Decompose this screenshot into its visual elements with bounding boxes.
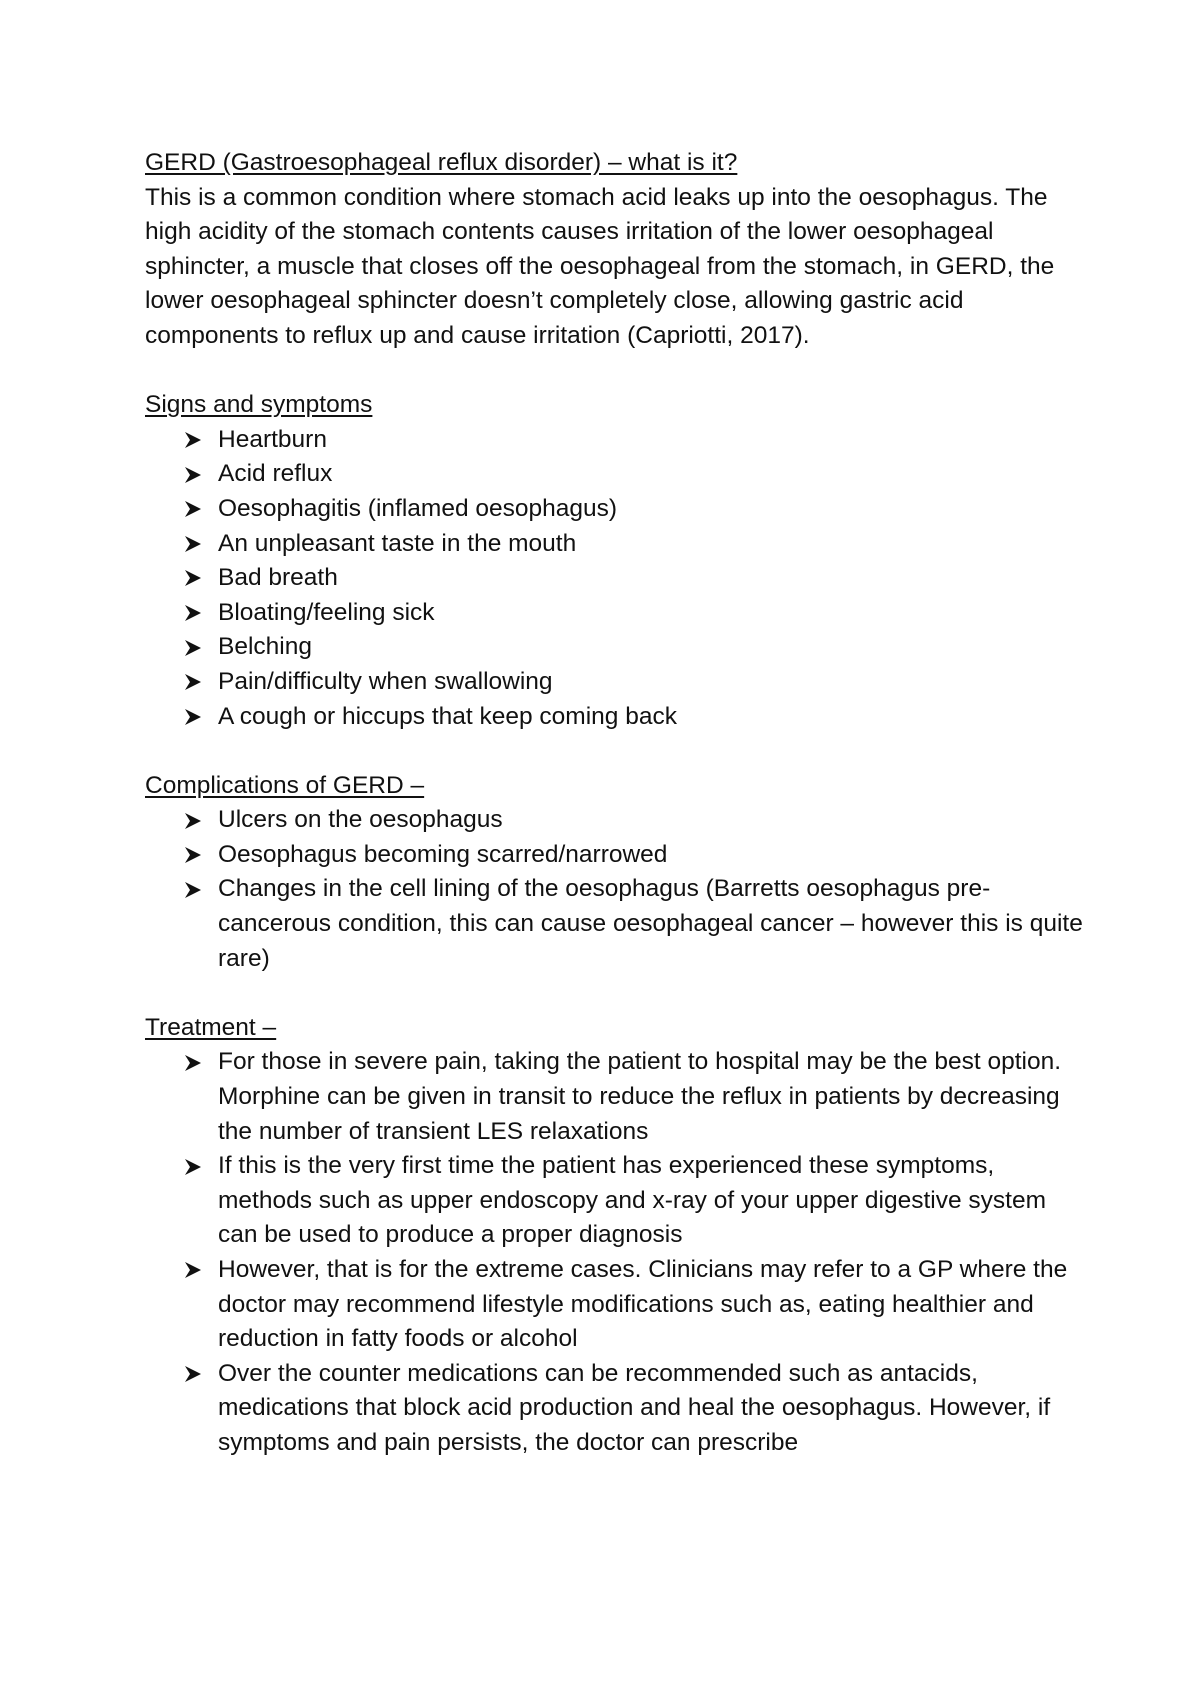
arrowhead-bullet-icon — [183, 630, 205, 665]
list-item — [145, 1253, 1085, 1357]
treatment-section — [145, 1011, 1085, 1461]
list-item — [145, 457, 1085, 492]
complications-heading: Complications of GERD – — [145, 771, 425, 799]
list-item-text: Changes in the cell lining of the oesophagus (Barretts oesophagus pre-cancerous condition, this can cause oesophageal cancer – however this is quite rare) — [218, 875, 1083, 972]
list-item — [145, 596, 1085, 631]
list-item-text: A cough or hiccups that keep coming back — [218, 702, 677, 730]
arrowhead-bullet-icon — [183, 872, 205, 907]
section-spacer — [145, 734, 1085, 769]
list-item — [145, 803, 1085, 838]
list-item — [145, 700, 1085, 735]
arrowhead-bullet-icon — [183, 492, 205, 527]
list-item-text: However, that is for the extreme cases. Clinicians may refer to a GP where the doctor may recommend lifestyle modifications such as, eating healthier and reduction in fatty foods or alcohol — [218, 1256, 1068, 1353]
list-item-text: Heartburn — [218, 425, 327, 453]
section-spacer — [145, 354, 1085, 389]
complications-list — [145, 803, 1085, 976]
arrowhead-bullet-icon — [183, 457, 205, 492]
list-item — [145, 423, 1085, 458]
treatment-list — [145, 1045, 1085, 1460]
complications-section — [145, 769, 1085, 977]
arrowhead-bullet-icon — [183, 423, 205, 458]
list-item-text: For those in severe pain, taking the patient to hospital may be the best option. Morphine can be given in transit to reduce the reflux in patients by decreasing the number of transient LES relaxations — [218, 1048, 1062, 1145]
list-item — [145, 1357, 1085, 1461]
arrowhead-bullet-icon — [183, 838, 205, 873]
list-item-text: Bloating/feeling sick — [218, 598, 435, 626]
intro-heading: GERD (Gastroesophageal reflux disorder) – what is it? — [145, 149, 738, 176]
signs-list — [145, 423, 1085, 734]
section-spacer — [145, 976, 1085, 1011]
list-item-text: Acid reflux — [218, 460, 333, 488]
arrowhead-bullet-icon — [183, 527, 205, 562]
arrowhead-bullet-icon — [183, 700, 205, 735]
list-item — [145, 1149, 1085, 1253]
list-item — [145, 492, 1085, 527]
list-item-text: Ulcers on the oesophagus — [218, 806, 503, 834]
treatment-heading: Treatment – — [145, 1013, 277, 1041]
intro-paragraph: This is a common condition where stomach acid leaks up into the oesophagus. The high acidity of the stomach contents causes irritation of the lower oesophageal sphincter, a muscle that closes off the oesophageal from the stomach, in GERD, the lower oesophageal sphincter doesn’t completely close, allowing gastric acid components to reflux up and cause irritation (Capriotti, 2017). — [145, 183, 1055, 349]
list-item — [145, 665, 1085, 700]
list-item-text: Oesophagus becoming scarred/narrowed — [218, 840, 668, 868]
list-item-text: Oesophagitis (inflamed oesophagus) — [218, 494, 618, 522]
list-item — [145, 838, 1085, 873]
arrowhead-bullet-icon — [183, 561, 205, 596]
signs-heading: Signs and symptoms — [145, 391, 373, 419]
arrowhead-bullet-icon — [183, 665, 205, 700]
arrowhead-bullet-icon — [183, 1149, 205, 1184]
list-item — [145, 872, 1085, 976]
document-page — [145, 146, 1085, 1461]
arrowhead-bullet-icon — [183, 1045, 205, 1080]
list-item-text: Bad breath — [218, 564, 338, 592]
arrowhead-bullet-icon — [183, 803, 205, 838]
list-item-text: An unpleasant taste in the mouth — [218, 529, 577, 557]
arrowhead-bullet-icon — [183, 1357, 205, 1392]
intro-section — [145, 146, 1085, 354]
list-item — [145, 561, 1085, 596]
arrowhead-bullet-icon — [183, 596, 205, 631]
list-item — [145, 1045, 1085, 1149]
list-item — [145, 527, 1085, 562]
list-item-text: Belching — [218, 633, 312, 661]
list-item-text: If this is the very first time the patient has experienced these symptoms, methods such as upper endoscopy and x-ray of your upper digestive system can be used to produce a proper diagnosis — [218, 1152, 1046, 1249]
arrowhead-bullet-icon — [183, 1253, 205, 1288]
list-item-text: Over the counter medications can be recommended such as antacids, medications that block acid production and heal the oesophagus. However, if symptoms and pain persists, the doctor can prescribe — [218, 1359, 1051, 1456]
signs-section — [145, 388, 1085, 734]
list-item — [145, 630, 1085, 665]
list-item-text: Pain/difficulty when swallowing — [218, 667, 553, 695]
